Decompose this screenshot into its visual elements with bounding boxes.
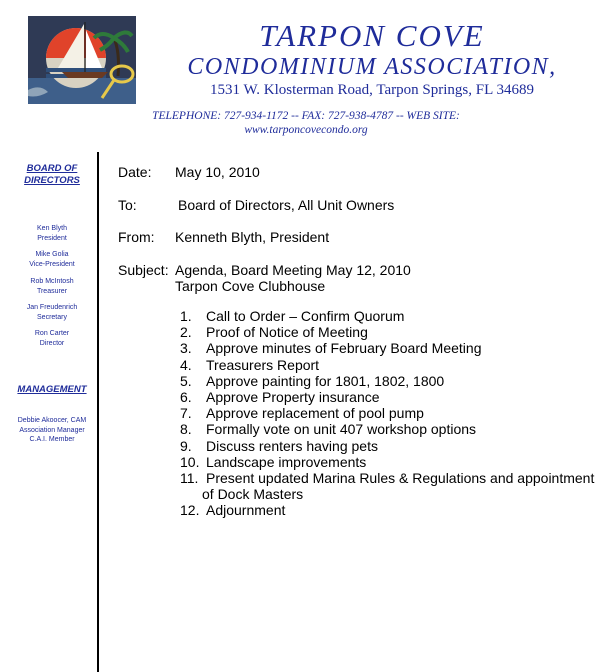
agenda-list: [180, 308, 594, 518]
board-member-name: Ron Carter: [34, 330, 70, 337]
vertical-divider: [97, 152, 99, 672]
board-member-role: Secretary: [37, 313, 67, 321]
sailboat-sun-logo-icon: [28, 16, 136, 104]
agenda-item: 6. Approve Property insurance: [180, 388, 380, 405]
date-label: Date:: [118, 164, 152, 180]
manager-title: Association Manager: [19, 426, 85, 434]
board-member-name: Mike Golia: [35, 251, 69, 258]
subject-line-2: Tarpon Cove Clubhouse: [175, 278, 326, 294]
subject-value: [175, 262, 411, 294]
agenda-item-continuation: of Dock Masters: [202, 486, 304, 503]
board-member: [8, 250, 96, 269]
agenda-item: 7. Approve replacement of pool pump: [180, 405, 424, 422]
agenda-item: 11. Present updated Marina Rules & Regulations and appointment: [180, 469, 595, 486]
association-logo: [28, 16, 136, 104]
manager-certification: C.A.I. Member: [29, 436, 75, 443]
board-member-name: Rob McIntosh: [30, 278, 74, 285]
association-subtitle: CONDOMINIUM ASSOCIATION,: [187, 54, 557, 80]
agenda-item: 4. Treasurers Report: [180, 356, 320, 373]
from-label: From:: [118, 229, 155, 245]
board-member: [8, 277, 96, 296]
to-label: To:: [118, 197, 137, 213]
subject-label: Subject:: [118, 262, 169, 278]
association-title: TARPON COVE: [259, 18, 485, 53]
association-address: 1531 W. Klosterman Road, Tarpon Springs, FL 34689: [210, 82, 534, 98]
date-value: May 10, 2010: [175, 164, 260, 180]
from-value: Kenneth Blyth, President: [175, 229, 330, 245]
agenda-item: 12. Adjournment: [180, 502, 286, 519]
agenda-item: 9. Discuss renters having pets: [180, 437, 378, 454]
contact-block: [0, 109, 612, 137]
board-member-role: Vice-President: [29, 260, 75, 268]
agenda-item: 3. Approve minutes of February Board Meeting: [180, 340, 482, 357]
website-link[interactable]: www.tarponcovecondo.org: [244, 124, 368, 136]
board-member-role: Director: [39, 339, 65, 347]
manager-name: Debbie Akoocer, CAM: [17, 417, 87, 424]
board-member-name: Jan Freudenrich: [26, 304, 78, 311]
contact-phone-fax: TELEPHONE: 727-934-1172 -- FAX: 727-938-4787 -- WEB SITE:: [152, 110, 460, 122]
board-member-name: Ken Blyth: [37, 225, 67, 232]
subject-line-1: Agenda, Board Meeting May 12, 2010: [175, 262, 411, 278]
manager-info: [8, 416, 96, 445]
agenda-item: 1. Call to Order – Confirm Quorum: [180, 308, 405, 324]
board-member: [8, 303, 96, 322]
board-member: [8, 329, 96, 348]
agenda-item: 8. Formally vote on unit 407 workshop options: [180, 421, 477, 438]
agenda-item: 2. Proof of Notice of Meeting: [180, 324, 368, 341]
management-heading: MANAGEMENT: [17, 384, 87, 395]
board-member: [8, 224, 96, 243]
board-heading: BOARD OF DIRECTORS: [24, 163, 80, 186]
board-member-role: Treasurer: [36, 287, 68, 295]
agenda-item: 5. Approve painting for 1801, 1802, 1800: [180, 372, 445, 389]
board-member-role: President: [37, 234, 67, 242]
to-value: Board of Directors, All Unit Owners: [178, 197, 395, 213]
agenda-item: 10. Landscape improvements: [180, 453, 367, 470]
